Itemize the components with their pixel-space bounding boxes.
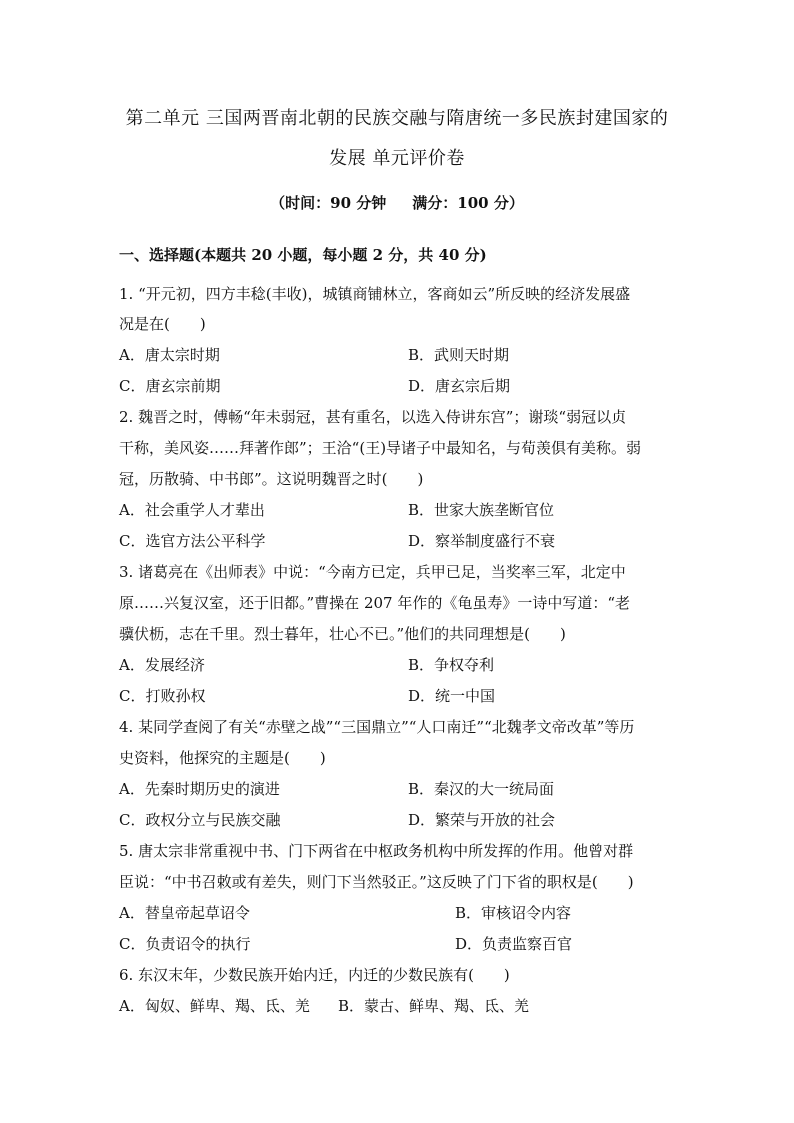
option-a[interactable]: A．匈奴、鲜卑、羯、氐、羌 — [119, 997, 310, 1015]
question-text-line: 臣说：“中书召敕或有差失，则门下当然驳正。”这反映了门下省的职权是( ) — [119, 873, 634, 891]
option-d[interactable]: D．负责监察百官 — [455, 935, 573, 953]
question-text-line: 6. 东汉末年，少数民族开始内迁，内迁的少数民族有( ) — [119, 966, 510, 984]
exam-time-score — [0, 192, 794, 213]
option-b[interactable]: B．秦汉的大一统局面 — [408, 780, 555, 798]
question-text-line: 骥伏枥，志在千里。烈士暮年，壮心不已。”他们的共同理想是( ) — [119, 625, 566, 643]
option-d[interactable]: D．繁荣与开放的社会 — [408, 811, 556, 829]
option-b[interactable]: B．审核诏令内容 — [455, 904, 572, 922]
question-text-line: 4. 某同学查阅了有关“赤壁之战”“三国鼎立”“人口南迁”“北魏孝文帝改革”等历 — [119, 718, 635, 736]
option-d[interactable]: D．察举制度盛行不衰 — [408, 532, 556, 550]
option-c[interactable]: C．负责诏令的执行 — [119, 935, 251, 953]
question-text-line: 史资料，他探究的主题是( ) — [119, 749, 326, 767]
option-b[interactable]: B．武则天时期 — [408, 346, 510, 364]
option-b[interactable]: B．世家大族垄断官位 — [408, 501, 555, 519]
option-c[interactable]: C．唐玄宗前期 — [119, 377, 221, 395]
option-d[interactable]: D．唐玄宗后期 — [408, 377, 511, 395]
option-d[interactable]: D．统一中国 — [408, 687, 496, 705]
title-line-1: 第二单元 三国两晋南北朝的民族交融与隋唐统一多民族封建国家的 — [125, 108, 669, 129]
option-c[interactable]: C．政权分立与民族交融 — [119, 811, 281, 829]
question-text-line: 3. 诸葛亮在《出师表》中说：“今南方已定，兵甲已足，当奖率三军，北定中 — [119, 563, 626, 581]
option-b[interactable]: B．蒙古、鲜卑、羯、氐、羌 — [338, 997, 530, 1015]
option-a[interactable]: A．社会重学人才辈出 — [119, 501, 265, 519]
option-a[interactable]: A．先秦时期历史的演进 — [119, 780, 280, 798]
question-text-line: 原……兴复汉室，还于旧都。”曹操在 207 年作的《龟虽寿》一诗中写道：“老 — [119, 594, 631, 612]
question-text-line: 1. “开元初，四方丰稔(丰收)，城镇商铺林立，客商如云”所反映的经济发展盛 — [119, 285, 631, 303]
option-c[interactable]: C．选官方法公平科学 — [119, 532, 266, 550]
exam-time: （时间：90 分钟 — [270, 194, 387, 212]
option-a[interactable]: A．替皇帝起草诏令 — [119, 904, 250, 922]
title-line-2: 发展 单元评价卷 — [329, 148, 465, 169]
option-c[interactable]: C．打败孙权 — [119, 687, 206, 705]
question-text-line: 况是在( ) — [119, 315, 206, 333]
option-b[interactable]: B．争权夺利 — [408, 656, 495, 674]
question-text-line: 5. 唐太宗非常重视中书、门下两省在中枢政务机构中所发挥的作用。他曾对群 — [119, 842, 634, 860]
question-text-line: 2. 魏晋之时，傅畅“年未弱冠，甚有重名，以选入侍讲东宫”；谢琰“弱冠以贞 — [119, 408, 627, 426]
question-text-line: 冠，历散骑、中书郎”。这说明魏晋之时( ) — [119, 470, 424, 488]
option-a[interactable]: A．发展经济 — [119, 656, 205, 674]
section-heading: 一、选择题(本题共 20 小题，每小题 2 分，共 40 分) — [119, 246, 487, 264]
option-a[interactable]: A．唐太宗时期 — [119, 346, 220, 364]
question-text-line: 干称，美风姿……拜著作郎”；王洽“(王)导诸子中最知名，与荀羡俱有美称。弱 — [119, 439, 642, 457]
exam-score: 满分：100 分） — [412, 194, 524, 212]
